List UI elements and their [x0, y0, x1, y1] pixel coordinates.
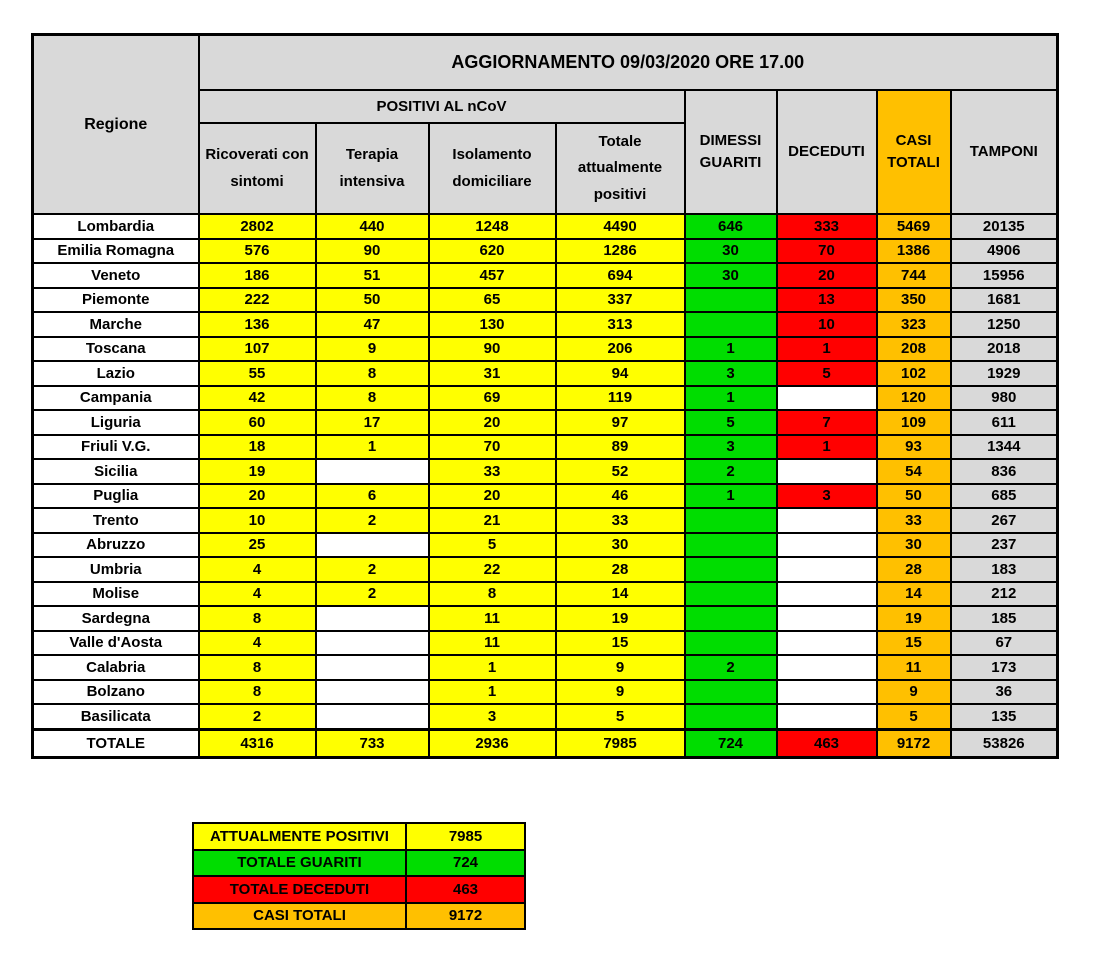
cell-totale-positivi: 337 [556, 288, 685, 313]
cell-region: Valle d'Aosta [33, 631, 199, 656]
cell-region: Basilicata [33, 704, 199, 729]
cell-region: Sardegna [33, 606, 199, 631]
cell-tamponi: 185 [951, 606, 1058, 631]
cell-deceduti [777, 631, 877, 656]
table-row [33, 655, 1058, 680]
cell-tamponi: 4906 [951, 239, 1058, 264]
cell-totale-positivi: 14 [556, 582, 685, 607]
cell-terapia-intensiva: 8 [316, 361, 429, 386]
cell-terapia-intensiva: 17 [316, 410, 429, 435]
cell-dimessi-guariti: 2 [685, 459, 777, 484]
cell-ricoverati: 8 [199, 655, 316, 680]
cell-tamponi: 36 [951, 680, 1058, 705]
cell-ricoverati: 25 [199, 533, 316, 558]
cell-region: Umbria [33, 557, 199, 582]
cell-tamponi: 183 [951, 557, 1058, 582]
legend-label: ATTUALMENTE POSITIVI [193, 823, 406, 850]
cell-terapia-intensiva: 2 [316, 508, 429, 533]
cell-terapia-intensiva [316, 680, 429, 705]
cell-region: Emilia Romagna [33, 239, 199, 264]
cell-isolamento: 33 [429, 459, 556, 484]
cell-region: Abruzzo [33, 533, 199, 558]
cell-deceduti [777, 459, 877, 484]
table-row [33, 508, 1058, 533]
cell-dimessi-guariti [685, 312, 777, 337]
cell-isolamento: 21 [429, 508, 556, 533]
cell-isolamento: 31 [429, 361, 556, 386]
legend-value: 9172 [406, 903, 525, 930]
cell-ricoverati: 20 [199, 484, 316, 509]
cell-casi-totali: 9172 [877, 729, 951, 757]
cell-isolamento: 20 [429, 410, 556, 435]
cell-tamponi: 1250 [951, 312, 1058, 337]
cell-terapia-intensiva: 51 [316, 263, 429, 288]
cell-region: Calabria [33, 655, 199, 680]
cell-deceduti: 1 [777, 337, 877, 362]
header-totale-attualmente-positivi: Totale attualmente positivi [556, 123, 685, 214]
cell-deceduti: 13 [777, 288, 877, 313]
cell-tamponi: 980 [951, 386, 1058, 411]
cell-dimessi-guariti [685, 582, 777, 607]
cell-deceduti: 70 [777, 239, 877, 264]
cell-isolamento: 130 [429, 312, 556, 337]
cell-isolamento: 8 [429, 582, 556, 607]
cell-tamponi: 1681 [951, 288, 1058, 313]
cell-dimessi-guariti [685, 606, 777, 631]
cell-casi-totali: 744 [877, 263, 951, 288]
cell-ricoverati: 60 [199, 410, 316, 435]
cell-casi-totali: 54 [877, 459, 951, 484]
cell-terapia-intensiva: 2 [316, 582, 429, 607]
cell-casi-totali: 19 [877, 606, 951, 631]
cell-region: Sicilia [33, 459, 199, 484]
cell-dimessi-guariti: 646 [685, 214, 777, 239]
cell-dimessi-guariti: 2 [685, 655, 777, 680]
cell-tamponi: 2018 [951, 337, 1058, 362]
cell-terapia-intensiva [316, 533, 429, 558]
header-regione: Regione [33, 35, 199, 215]
cell-totale-positivi: 33 [556, 508, 685, 533]
cell-dimessi-guariti [685, 557, 777, 582]
header-casi-totali: CASI TOTALI [877, 90, 951, 214]
cell-ricoverati: 4316 [199, 729, 316, 757]
cell-casi-totali: 93 [877, 435, 951, 460]
cell-terapia-intensiva: 90 [316, 239, 429, 264]
cell-isolamento: 70 [429, 435, 556, 460]
cell-isolamento: 90 [429, 337, 556, 362]
cell-tamponi: 173 [951, 655, 1058, 680]
cell-tamponi: 53826 [951, 729, 1058, 757]
summary-legend [192, 822, 526, 930]
cell-deceduti: 5 [777, 361, 877, 386]
cell-totale-positivi: 97 [556, 410, 685, 435]
cell-terapia-intensiva [316, 631, 429, 656]
cell-dimessi-guariti: 3 [685, 361, 777, 386]
cell-deceduti: 7 [777, 410, 877, 435]
cell-terapia-intensiva [316, 606, 429, 631]
cell-region: Friuli V.G. [33, 435, 199, 460]
cell-totale-positivi: 9 [556, 655, 685, 680]
legend-row [193, 823, 525, 850]
table-row [33, 263, 1058, 288]
cell-dimessi-guariti [685, 680, 777, 705]
cell-terapia-intensiva [316, 655, 429, 680]
cell-region: Liguria [33, 410, 199, 435]
cell-ricoverati: 576 [199, 239, 316, 264]
cell-totale-positivi: 7985 [556, 729, 685, 757]
table-row [33, 435, 1058, 460]
cell-casi-totali: 11 [877, 655, 951, 680]
cell-totale-positivi: 15 [556, 631, 685, 656]
cell-totale-positivi: 30 [556, 533, 685, 558]
cell-dimessi-guariti [685, 288, 777, 313]
cell-tamponi: 611 [951, 410, 1058, 435]
cell-tamponi: 135 [951, 704, 1058, 729]
cell-terapia-intensiva [316, 459, 429, 484]
cell-totale-positivi: 1286 [556, 239, 685, 264]
table-row [33, 312, 1058, 337]
cell-casi-totali: 30 [877, 533, 951, 558]
cell-region: TOTALE [33, 729, 199, 757]
cell-isolamento: 1248 [429, 214, 556, 239]
cell-isolamento: 5 [429, 533, 556, 558]
cell-casi-totali: 120 [877, 386, 951, 411]
cell-isolamento: 11 [429, 631, 556, 656]
legend-label: CASI TOTALI [193, 903, 406, 930]
header-tamponi: TAMPONI [951, 90, 1058, 214]
cell-dimessi-guariti [685, 508, 777, 533]
cell-terapia-intensiva: 733 [316, 729, 429, 757]
legend-row [193, 903, 525, 930]
cell-ricoverati: 8 [199, 680, 316, 705]
cell-isolamento: 65 [429, 288, 556, 313]
cell-tamponi: 237 [951, 533, 1058, 558]
cell-casi-totali: 323 [877, 312, 951, 337]
cell-terapia-intensiva: 6 [316, 484, 429, 509]
legend-value: 463 [406, 876, 525, 903]
cell-deceduti [777, 680, 877, 705]
cell-region: Molise [33, 582, 199, 607]
covid-regions-table [31, 33, 1059, 759]
table-row [33, 533, 1058, 558]
cell-casi-totali: 50 [877, 484, 951, 509]
cell-totale-positivi: 89 [556, 435, 685, 460]
legend-value: 724 [406, 850, 525, 877]
legend-value: 7985 [406, 823, 525, 850]
cell-casi-totali: 15 [877, 631, 951, 656]
cell-region: Puglia [33, 484, 199, 509]
header-dimessi-guariti: DIMESSI GUARITI [685, 90, 777, 214]
cell-ricoverati: 186 [199, 263, 316, 288]
cell-terapia-intensiva: 9 [316, 337, 429, 362]
cell-isolamento: 1 [429, 655, 556, 680]
cell-totale-positivi: 313 [556, 312, 685, 337]
table-row [33, 459, 1058, 484]
cell-casi-totali: 102 [877, 361, 951, 386]
cell-casi-totali: 350 [877, 288, 951, 313]
cell-deceduti [777, 557, 877, 582]
cell-tamponi: 267 [951, 508, 1058, 533]
cell-terapia-intensiva: 440 [316, 214, 429, 239]
legend-label: TOTALE GUARITI [193, 850, 406, 877]
cell-isolamento: 3 [429, 704, 556, 729]
cell-casi-totali: 1386 [877, 239, 951, 264]
cell-deceduti: 1 [777, 435, 877, 460]
cell-dimessi-guariti: 1 [685, 337, 777, 362]
cell-ricoverati: 222 [199, 288, 316, 313]
cell-deceduti: 463 [777, 729, 877, 757]
cell-casi-totali: 5 [877, 704, 951, 729]
total-row [33, 729, 1058, 757]
cell-region: Lombardia [33, 214, 199, 239]
cell-region: Piemonte [33, 288, 199, 313]
cell-ricoverati: 19 [199, 459, 316, 484]
cell-tamponi: 685 [951, 484, 1058, 509]
cell-tamponi: 1929 [951, 361, 1058, 386]
cell-dimessi-guariti [685, 533, 777, 558]
cell-ricoverati: 18 [199, 435, 316, 460]
cell-deceduti: 20 [777, 263, 877, 288]
table-row [33, 337, 1058, 362]
cell-deceduti [777, 655, 877, 680]
cell-deceduti: 333 [777, 214, 877, 239]
table-row [33, 361, 1058, 386]
cell-totale-positivi: 9 [556, 680, 685, 705]
table-title: AGGIORNAMENTO 09/03/2020 ORE 17.00 [199, 35, 1058, 91]
table-row [33, 557, 1058, 582]
legend-row [193, 850, 525, 877]
cell-ricoverati: 136 [199, 312, 316, 337]
table-body [33, 214, 1058, 757]
cell-ricoverati: 4 [199, 582, 316, 607]
cell-totale-positivi: 94 [556, 361, 685, 386]
cell-totale-positivi: 5 [556, 704, 685, 729]
table-row [33, 386, 1058, 411]
cell-totale-positivi: 52 [556, 459, 685, 484]
cell-isolamento: 22 [429, 557, 556, 582]
cell-region: Marche [33, 312, 199, 337]
legend-label: TOTALE DECEDUTI [193, 876, 406, 903]
cell-ricoverati: 4 [199, 557, 316, 582]
cell-tamponi: 836 [951, 459, 1058, 484]
cell-casi-totali: 28 [877, 557, 951, 582]
table-row [33, 631, 1058, 656]
legend-body [193, 823, 525, 929]
header-isolamento-domiciliare: Isolamento domiciliare [429, 123, 556, 214]
cell-deceduti [777, 386, 877, 411]
legend-row [193, 876, 525, 903]
cell-region: Lazio [33, 361, 199, 386]
cell-ricoverati: 4 [199, 631, 316, 656]
cell-casi-totali: 14 [877, 582, 951, 607]
cell-isolamento: 69 [429, 386, 556, 411]
table-row [33, 582, 1058, 607]
cell-dimessi-guariti: 30 [685, 239, 777, 264]
cell-tamponi: 1344 [951, 435, 1058, 460]
cell-casi-totali: 9 [877, 680, 951, 705]
table-row [33, 214, 1058, 239]
cell-ricoverati: 55 [199, 361, 316, 386]
cell-ricoverati: 2802 [199, 214, 316, 239]
cell-totale-positivi: 19 [556, 606, 685, 631]
cell-terapia-intensiva: 50 [316, 288, 429, 313]
cell-ricoverati: 107 [199, 337, 316, 362]
cell-region: Campania [33, 386, 199, 411]
cell-casi-totali: 109 [877, 410, 951, 435]
cell-totale-positivi: 119 [556, 386, 685, 411]
cell-dimessi-guariti: 1 [685, 386, 777, 411]
cell-terapia-intensiva [316, 704, 429, 729]
header-positivi-ncov: POSITIVI AL nCoV [199, 90, 685, 123]
cell-ricoverati: 2 [199, 704, 316, 729]
cell-isolamento: 457 [429, 263, 556, 288]
header-terapia-intensiva: Terapia intensiva [316, 123, 429, 214]
cell-dimessi-guariti: 1 [685, 484, 777, 509]
cell-ricoverati: 42 [199, 386, 316, 411]
cell-dimessi-guariti [685, 631, 777, 656]
cell-terapia-intensiva: 8 [316, 386, 429, 411]
cell-totale-positivi: 28 [556, 557, 685, 582]
table-row [33, 606, 1058, 631]
cell-terapia-intensiva: 2 [316, 557, 429, 582]
cell-deceduti: 10 [777, 312, 877, 337]
cell-deceduti [777, 508, 877, 533]
cell-terapia-intensiva: 1 [316, 435, 429, 460]
cell-terapia-intensiva: 47 [316, 312, 429, 337]
cell-isolamento: 20 [429, 484, 556, 509]
cell-dimessi-guariti: 3 [685, 435, 777, 460]
cell-totale-positivi: 46 [556, 484, 685, 509]
cell-dimessi-guariti [685, 704, 777, 729]
cell-totale-positivi: 4490 [556, 214, 685, 239]
cell-dimessi-guariti: 5 [685, 410, 777, 435]
header-ricoverati-con-sintomi: Ricoverati con sintomi [199, 123, 316, 214]
cell-dimessi-guariti: 30 [685, 263, 777, 288]
table-row [33, 410, 1058, 435]
cell-deceduti [777, 533, 877, 558]
table-row [33, 239, 1058, 264]
cell-casi-totali: 33 [877, 508, 951, 533]
cell-region: Trento [33, 508, 199, 533]
cell-ricoverati: 8 [199, 606, 316, 631]
cell-isolamento: 1 [429, 680, 556, 705]
cell-casi-totali: 5469 [877, 214, 951, 239]
cell-deceduti: 3 [777, 484, 877, 509]
cell-ricoverati: 10 [199, 508, 316, 533]
cell-isolamento: 2936 [429, 729, 556, 757]
cell-isolamento: 620 [429, 239, 556, 264]
cell-dimessi-guariti: 724 [685, 729, 777, 757]
cell-region: Veneto [33, 263, 199, 288]
cell-totale-positivi: 206 [556, 337, 685, 362]
table-row [33, 288, 1058, 313]
cell-totale-positivi: 694 [556, 263, 685, 288]
cell-deceduti [777, 606, 877, 631]
table-row [33, 680, 1058, 705]
cell-deceduti [777, 582, 877, 607]
cell-tamponi: 67 [951, 631, 1058, 656]
cell-tamponi: 20135 [951, 214, 1058, 239]
cell-region: Bolzano [33, 680, 199, 705]
table-row [33, 704, 1058, 729]
table-row [33, 484, 1058, 509]
cell-isolamento: 11 [429, 606, 556, 631]
header-deceduti: DECEDUTI [777, 90, 877, 214]
cell-tamponi: 15956 [951, 263, 1058, 288]
cell-tamponi: 212 [951, 582, 1058, 607]
cell-region: Toscana [33, 337, 199, 362]
cell-deceduti [777, 704, 877, 729]
cell-casi-totali: 208 [877, 337, 951, 362]
